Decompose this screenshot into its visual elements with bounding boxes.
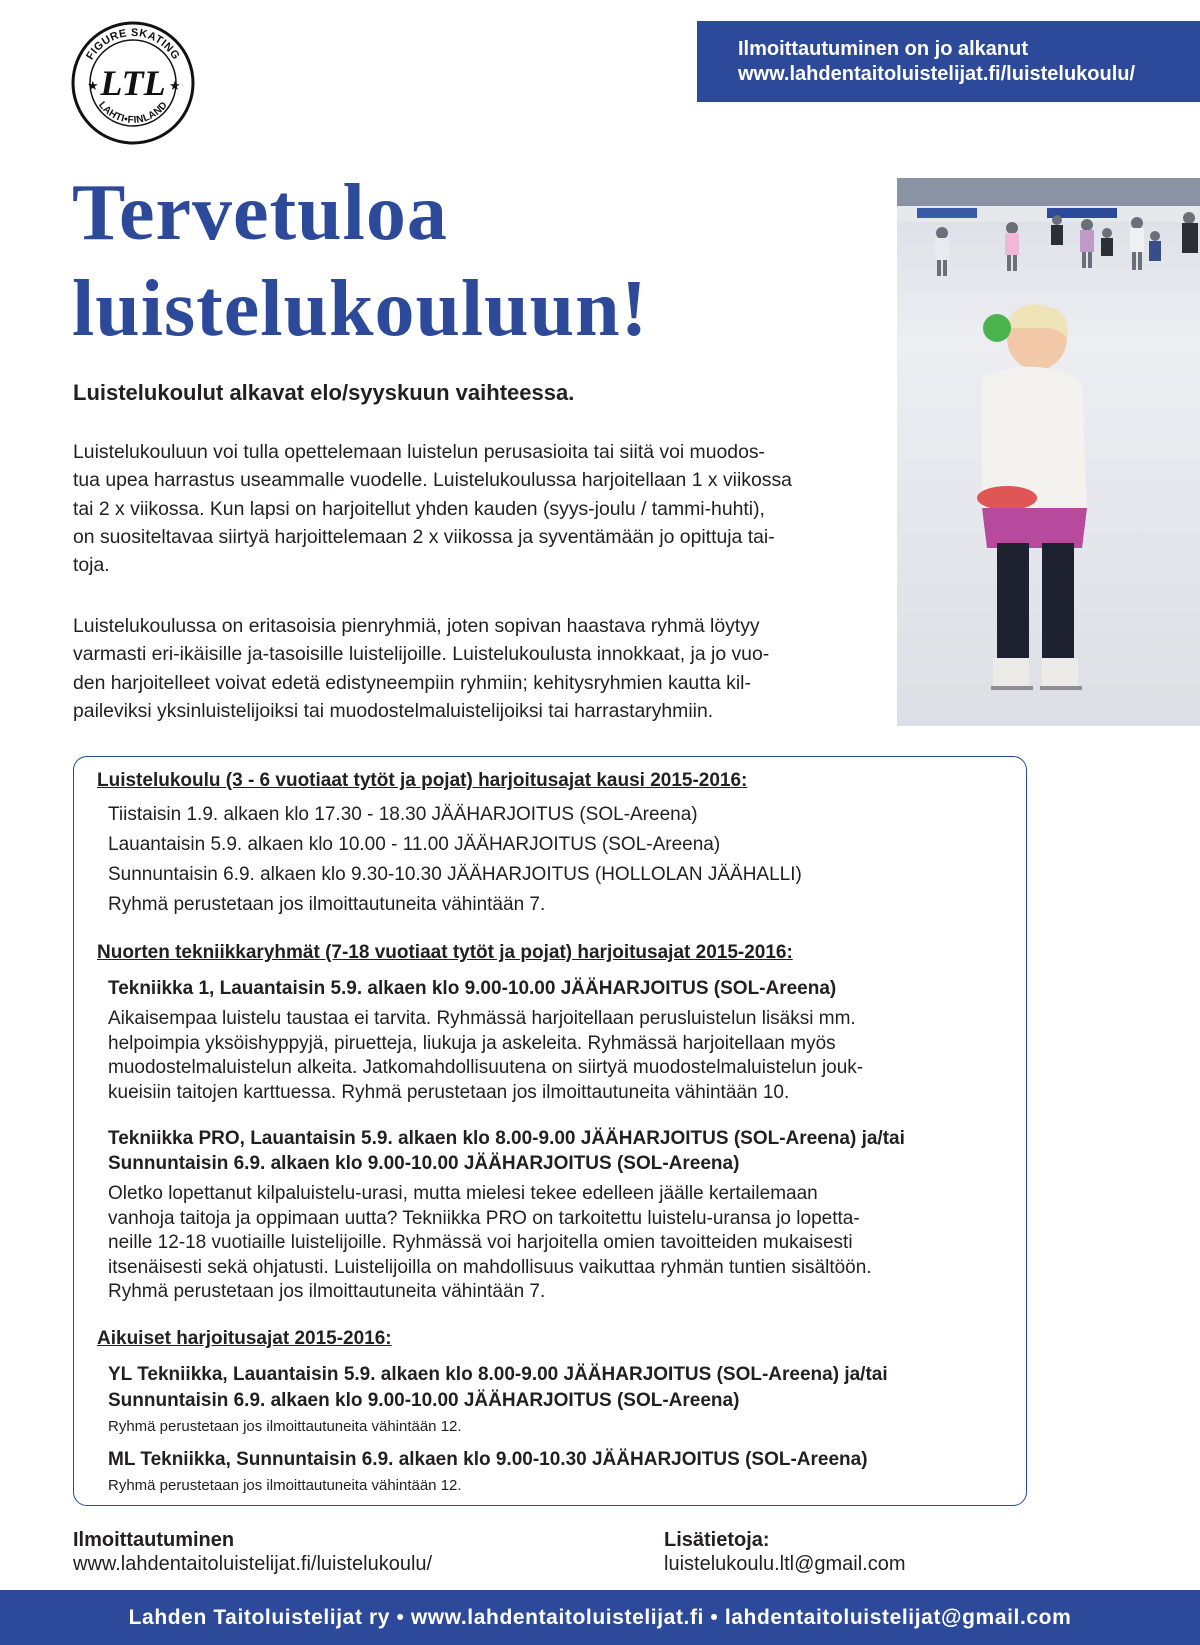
ltl-logo [70, 20, 196, 146]
text-line: Aikaisempaa luistelu taustaa ei tarvita. Ryhmässä harjoitellaan perusluistelun lisäksi mm. [108, 1008, 856, 1029]
schedule-row: Sunnuntaisin 6.9. alkaen klo 9.30-10.30 JÄÄHARJOITUS (HOLLOLAN JÄÄHALLI) [108, 864, 802, 885]
title-line-1: Tervetuloa [72, 169, 448, 257]
text-line: Oletko lopettanut kilpaluistelu-urasi, mutta mielesi tekee edelleen jäälle kertailemaan [108, 1183, 818, 1204]
footer-bar: Lahden Taitoluistelijat ry • www.lahdentaitoluistelijat.fi • lahdentaitoluistelijat@gmail.com [0, 1590, 1200, 1645]
tekniikka-pro-description [108, 1182, 872, 1305]
ml-tekniikka-note: Ryhmä perustetaan jos ilmoittautuneita vähintään 12. [108, 1477, 462, 1494]
registration-banner [697, 21, 1200, 102]
star-icon: ★ [169, 78, 181, 93]
yl-tekniikka-title-1: YL Tekniikka, Lauantaisin 5.9. alkaen klo 8.00-9.00 JÄÄHARJOITUS (SOL-Areena) ja/tai [108, 1364, 888, 1385]
yl-tekniikka-note: Ryhmä perustetaan jos ilmoittautuneita vähintään 12. [108, 1418, 462, 1435]
schedule-row: Tiistaisin 1.9. alkaen klo 17.30 - 18.30 JÄÄHARJOITUS (SOL-Areena) [108, 804, 698, 825]
text-line: vanhoja taitoja ja oppimaan uutta? Tekniikka PRO on tarkoitettu luistelu-uransa jo lopetta- [108, 1207, 860, 1229]
text-line: tai 2 x viikossa. Kun lapsi on harjoitellut yhden kauden (syys-joulu / tammi-huhti), [73, 497, 765, 520]
title-line-2: luistelukouluun! [72, 265, 649, 353]
banner-url[interactable]: www.lahdentaitoluistelijat.fi/luistelukoulu/ [738, 63, 1136, 85]
text-line: varmasti eri-ikäisille ja-tasoisille luistelijoille. Luistelukoulusta innokkaat, ja jo vuo- [73, 643, 770, 666]
text-line: itsenäisesti sekä ohjatusti. Luistelijoilla on mahdollisuus vaikuttaa ryhmän tuntien sisältöön. [108, 1256, 872, 1278]
lead-text: Luistelukoulut alkavat elo/syyskuun vaihteessa. [73, 380, 575, 405]
ml-tekniikka-title: ML Tekniikka, Sunnuntaisin 6.9. alkaen klo 9.00-10.30 JÄÄHARJOITUS (SOL-Areena) [108, 1449, 868, 1470]
intro-paragraph-2 [73, 612, 868, 725]
logo-top-text: FIGURE SKATING [84, 26, 182, 63]
text-line: Ryhmä perustetaan jos ilmoittautuneita vähintään 7. [108, 1281, 546, 1302]
text-line: Luistelukoulussa on eritasoisia pienryhmiä, joten sopivan haastava ryhmä löytyy [73, 615, 760, 637]
registration-label: Ilmoittautuminen [73, 1529, 235, 1551]
text-line: den harjoitelleet voivat edetä edistyneempiin ryhmiin; kehitysryhmien kautta kil- [73, 671, 751, 694]
skating-photo [897, 178, 1200, 726]
text-line: toja. [73, 554, 110, 577]
text-line: kueisiin taitojen karttuessa. Ryhmä perustetaan jos ilmoittautuneita vähintään 10. [108, 1081, 790, 1103]
adults-schedule-heading: Aikuiset harjoitusajat 2015-2016: [97, 1328, 392, 1349]
star-icon: ★ [87, 78, 99, 93]
text-line: muodostelmaluistelun alkeita. Jatkomahdollisuutena on siirtyä muodostelmaluistelun jouk- [108, 1057, 864, 1078]
tekniikka-pro-title-1: Tekniikka PRO, Lauantaisin 5.9. alkaen klo 8.00-9.00 JÄÄHARJOITUS (SOL-Areena) ja/tai [108, 1128, 905, 1149]
intro-paragraph-1 [73, 438, 868, 579]
registration-link[interactable]: www.lahdentaitoluistelijat.fi/luistelukoulu/ [73, 1553, 433, 1575]
logo-bottom-text: LAHTI•FINLAND [96, 99, 170, 126]
logo-initials: LTL [100, 63, 166, 103]
text-line: Luistelukouluun voi tulla opettelemaan luistelun perusasioita tai siitä voi muodos- [73, 441, 766, 463]
text-line: neille 12-18 vuotiaille luistelijoille. Ryhmässä voi harjoitella omien tavoitteiden mukaisesti [108, 1232, 853, 1253]
schedule-row: Ryhmä perustetaan jos ilmoittautuneita vähintään 7. [108, 894, 546, 915]
text-line: on suositeltavaa siirtyä harjoittelemaan 2 x viikossa ja syventämään jo opittuja tai- [73, 525, 775, 548]
yl-tekniikka-title-2: Sunnuntaisin 6.9. alkaen klo 9.00-10.00 JÄÄHARJOITUS (SOL-Areena) [108, 1390, 740, 1411]
tekniikka-pro-title-2: Sunnuntaisin 6.9. alkaen klo 9.00-10.00 JÄÄHARJOITUS (SOL-Areena) [108, 1153, 740, 1174]
text-line: paileviksi yksinluistelijoiksi tai muodostelmaluistelijoiksi tai harrastaryhmiin. [73, 699, 714, 722]
youth-schedule-heading: Nuorten tekniikkaryhmät (7-18 vuotiaat tytöt ja pojat) harjoitusajat 2015-2016: [97, 942, 793, 963]
info-label: Lisätietoja: [664, 1529, 770, 1551]
tekniikka-1-description [108, 1007, 863, 1105]
text-line: tua upea harrastus useammalle vuodelle. Luistelukoulussa harjoitellaan 1 x viikossa [73, 469, 792, 492]
tekniikka-1-title: Tekniikka 1, Lauantaisin 5.9. alkaen klo 9.00-10.00 JÄÄHARJOITUS (SOL-Areena) [108, 978, 837, 999]
schedule-row: Lauantaisin 5.9. alkaen klo 10.00 - 11.00 JÄÄHARJOITUS (SOL-Areena) [108, 834, 721, 855]
school-schedule-heading: Luistelukoulu (3 - 6 vuotiaat tytöt ja pojat) harjoitusajat kausi 2015-2016: [97, 770, 748, 791]
info-email-link[interactable]: luistelukoulu.ltl@gmail.com [664, 1553, 906, 1575]
text-line: helpoimpia yksöishyppyjä, piruetteja, liukuja ja askeleita. Ryhmässä harjoitellaan myös [108, 1032, 836, 1054]
page-title [72, 165, 872, 357]
banner-line-1: Ilmoittautuminen on jo alkanut [738, 38, 1028, 60]
